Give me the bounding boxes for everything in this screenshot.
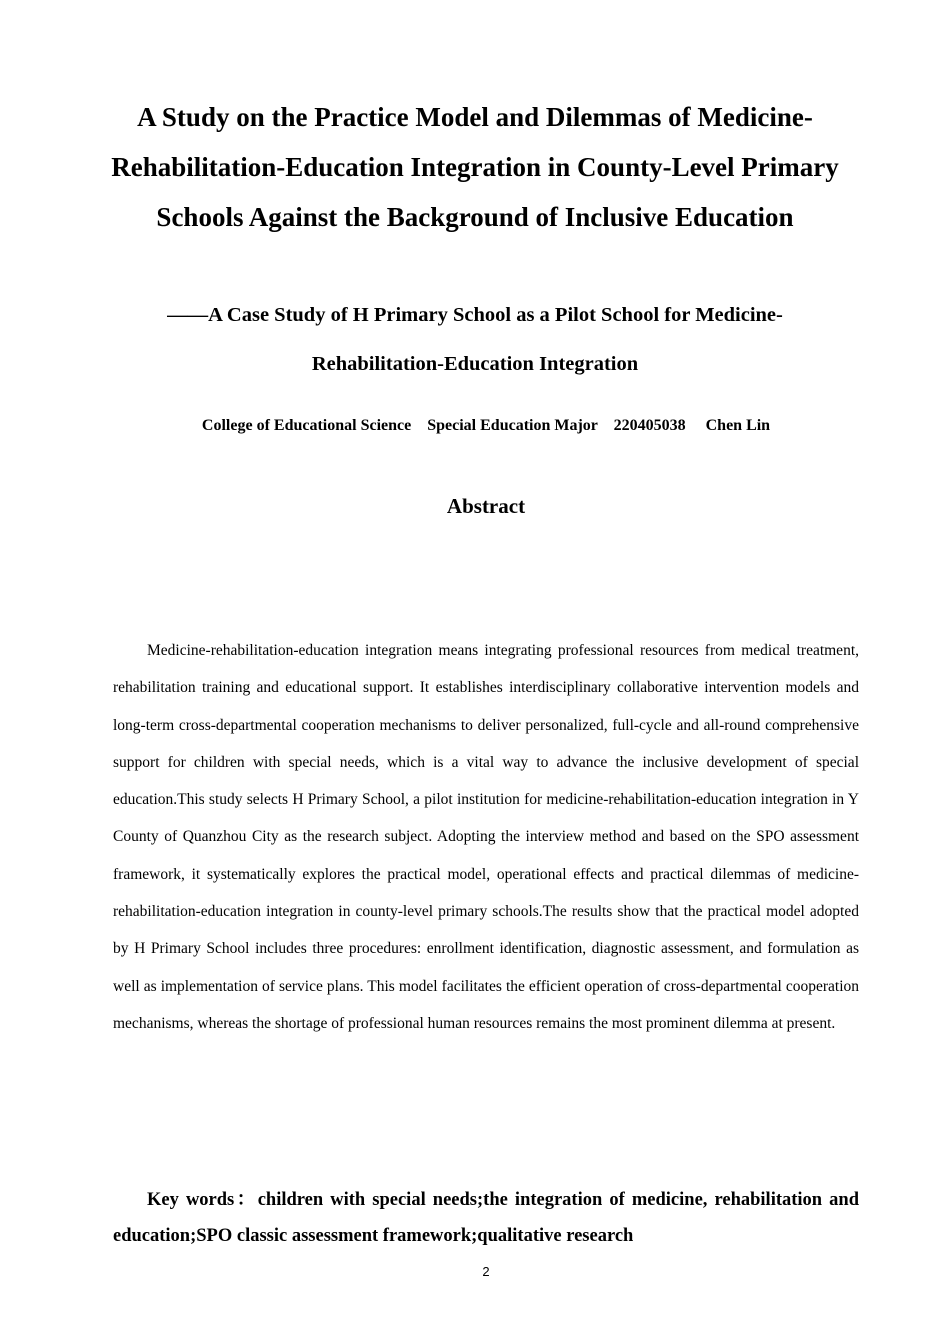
keywords: Key words：children with special needs;the integration of medicine, rehabilitation and education;SPO classic assessment framework;qualitative research [113, 1190, 859, 1246]
page-number: 2 [482, 1264, 490, 1279]
author-line: College of Educational Science Special Education Major 220405038 Chen Lin [201, 417, 771, 434]
paper-title: A Study on the Practice Model and Dilemmas of Medicine-Rehabilitation-Education Integration in County-Level Primary Schools Against the Background of Inclusive Education [111, 102, 839, 232]
abstract-heading: Abstract [446, 494, 526, 518]
abstract-text: Medicine-rehabilitation-education integration means integrating professional resources from medical treatment, rehabilitation training and educational support. It establishes interdisciplinary collaborative intervention models and long-term cross-departmental cooperation mechanisms to deliver personalized, full-cycle and all-round comprehensive support for children with special needs, which is a vital way to advance the inclusive development of special education.This study selects H Primary School, a pilot institution for medicine-rehabilitation-education integration in Y County of Quanzhou City as the research subject. Adopting the interview method and based on the SPO assessment framework, it systematically explores the practical model, operational effects and practical dilemmas of medicine-rehabilitation-education integration in county-level primary schools.The results show that the practical model adopted by H Primary School includes three procedures: enrollment identification, diagnostic assessment, and formulation as well as implementation of service plans. This model facilitates the efficient operation of cross-departmental cooperation mechanisms, whereas the shortage of professional human resources remains the most prominent dilemma at present. [113, 642, 859, 1032]
paper-subtitle: ——A Case Study of H Primary School as a Pilot School for Medicine-Rehabilitation-Education Integration [167, 304, 783, 375]
